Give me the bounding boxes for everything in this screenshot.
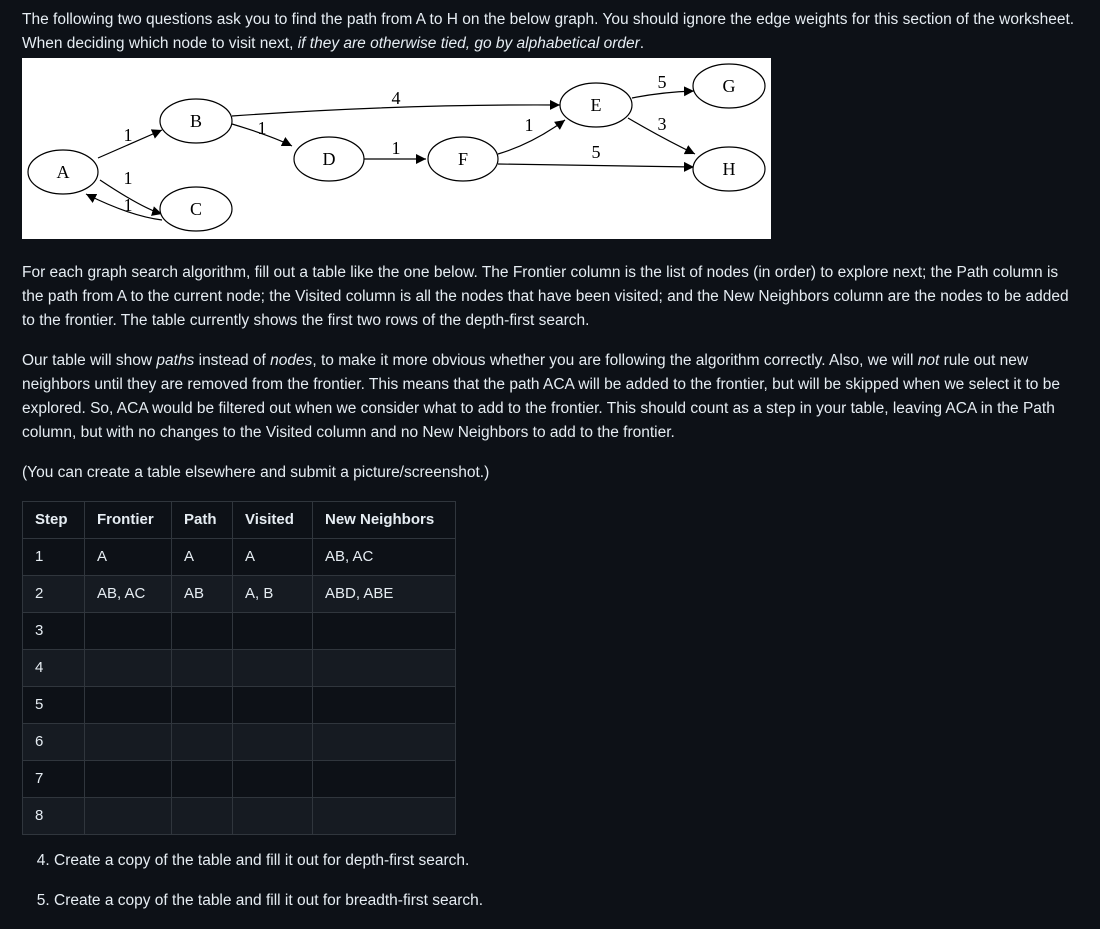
paths-paragraph <box>22 349 1082 445</box>
cell-step: 7 <box>23 761 85 798</box>
edge-label-f-e: 1 <box>524 115 534 135</box>
edge-f-h <box>498 164 694 167</box>
cell-frontier: A <box>85 539 172 576</box>
cell-frontier <box>85 761 172 798</box>
cell-visited <box>233 613 313 650</box>
table-row <box>23 798 456 835</box>
node-label-h: H <box>722 159 736 179</box>
question-item: 4. Create a copy of the table and fill it out for depth-first search. <box>54 849 1082 873</box>
header-new-neighbors: New Neighbors <box>313 502 456 539</box>
table-row <box>23 613 456 650</box>
table-row <box>23 539 456 576</box>
cell-step: 1 <box>23 539 85 576</box>
frontier-paragraph: For each graph search algorithm, fill out a table like the one below. The Frontier column is the list of nodes (in order) to explore next; the Path column is the path from A to the current node; the Visited column is all the nodes that have been visited; and the New Neighbors column are the nodes to be added to the frontier. The table currently shows the first two rows of the depth-first search. <box>22 264 1069 329</box>
cell-step: 4 <box>23 650 85 687</box>
edge-e-g <box>632 91 694 98</box>
graph-diagram <box>22 58 771 239</box>
edge-label-f-h: 5 <box>591 142 601 162</box>
cell-path <box>172 761 233 798</box>
cell-new-neighbors <box>313 613 456 650</box>
table-row <box>23 576 456 613</box>
edge-label-c-a: 1 <box>123 195 133 215</box>
paths-text-c: instead of <box>194 352 271 369</box>
cell-new-neighbors: AB, AC <box>313 539 456 576</box>
header-frontier: Frontier <box>85 502 172 539</box>
question-item: 5. Create a copy of the table and fill it out for breadth-first search. <box>54 889 1082 913</box>
node-label-b: B <box>189 111 203 131</box>
paths-text-g: rule out new neighbors until they are removed from the frontier. This means that the path ACA will be added to the frontier, but will be skipped when we select it to be explored. So, ACA would be filtered out when we consider what to add to the frontier. This should count as a step in your table, leaving ACA in the Path column, but with no changes to the Visited column and no New Neighbors to add to the frontier. <box>22 352 1060 441</box>
node-label-e: E <box>590 95 602 115</box>
cell-visited <box>233 724 313 761</box>
edge-label-e-g: 5 <box>657 72 667 92</box>
cell-path <box>172 724 233 761</box>
intro-emphasis: if they are otherwise tied, go by alphabetical order <box>297 35 640 52</box>
node-label-c: C <box>189 199 203 219</box>
table-row <box>23 687 456 724</box>
cell-step: 5 <box>23 687 85 724</box>
cell-visited <box>233 798 313 835</box>
cell-visited <box>233 687 313 724</box>
cell-path <box>172 613 233 650</box>
cell-new-neighbors <box>313 761 456 798</box>
cell-visited <box>233 650 313 687</box>
worksheet-content <box>22 8 1082 929</box>
edge-label-e-h: 3 <box>657 114 667 134</box>
cell-visited: A <box>233 539 313 576</box>
question-list <box>22 849 1082 913</box>
graph-image <box>22 58 771 239</box>
paths-emphasis-not: not <box>917 352 940 369</box>
node-label-a: A <box>56 162 70 182</box>
cell-frontier <box>85 687 172 724</box>
cell-path: AB <box>172 576 233 613</box>
paths-emphasis-nodes: nodes <box>270 352 313 369</box>
cell-new-neighbors <box>313 687 456 724</box>
cell-path <box>172 687 233 724</box>
cell-frontier <box>85 724 172 761</box>
header-path: Path <box>172 502 233 539</box>
cell-step: 3 <box>23 613 85 650</box>
intro-end: . <box>639 35 645 52</box>
search-table <box>22 501 456 835</box>
edge-label-b-e: 4 <box>391 88 401 108</box>
edge-label-b-d: 1 <box>257 118 267 138</box>
cell-path <box>172 798 233 835</box>
cell-step: 8 <box>23 798 85 835</box>
cell-step: 2 <box>23 576 85 613</box>
cell-visited <box>233 761 313 798</box>
intro-text: The following two questions ask you to find the path from A to H on the below graph. You should ignore the edge weights for this section of the worksheet. When deciding which node to visit next, <box>22 11 1075 52</box>
edge-label-d-f: 1 <box>391 138 401 158</box>
edge-label-a-b: 1 <box>123 125 133 145</box>
table-row <box>23 650 456 687</box>
cell-frontier <box>85 798 172 835</box>
edge-label-a-c: 1 <box>123 168 133 188</box>
cell-new-neighbors <box>313 798 456 835</box>
cell-new-neighbors <box>313 724 456 761</box>
table-header-row <box>23 502 456 539</box>
cell-path: A <box>172 539 233 576</box>
cell-new-neighbors <box>313 650 456 687</box>
note-paragraph: (You can create a table elsewhere and submit a picture/screenshot.) <box>22 464 490 481</box>
table-row <box>23 761 456 798</box>
cell-step: 6 <box>23 724 85 761</box>
intro-paragraph <box>22 8 1082 56</box>
node-label-f: F <box>457 149 469 169</box>
table-row <box>23 724 456 761</box>
header-step: Step <box>23 502 85 539</box>
paths-emphasis-paths: paths <box>156 352 195 369</box>
cell-new-neighbors: ABD, ABE <box>313 576 456 613</box>
cell-path <box>172 650 233 687</box>
header-visited: Visited <box>233 502 313 539</box>
cell-frontier: AB, AC <box>85 576 172 613</box>
cell-visited: A, B <box>233 576 313 613</box>
paths-text-a: Our table will show <box>22 352 157 369</box>
node-label-d: D <box>322 149 336 169</box>
cell-frontier <box>85 613 172 650</box>
paths-text-e: , to make it more obvious whether you are following the algorithm correctly. Also, we will <box>312 352 918 369</box>
cell-frontier <box>85 650 172 687</box>
node-label-g: G <box>722 76 736 96</box>
